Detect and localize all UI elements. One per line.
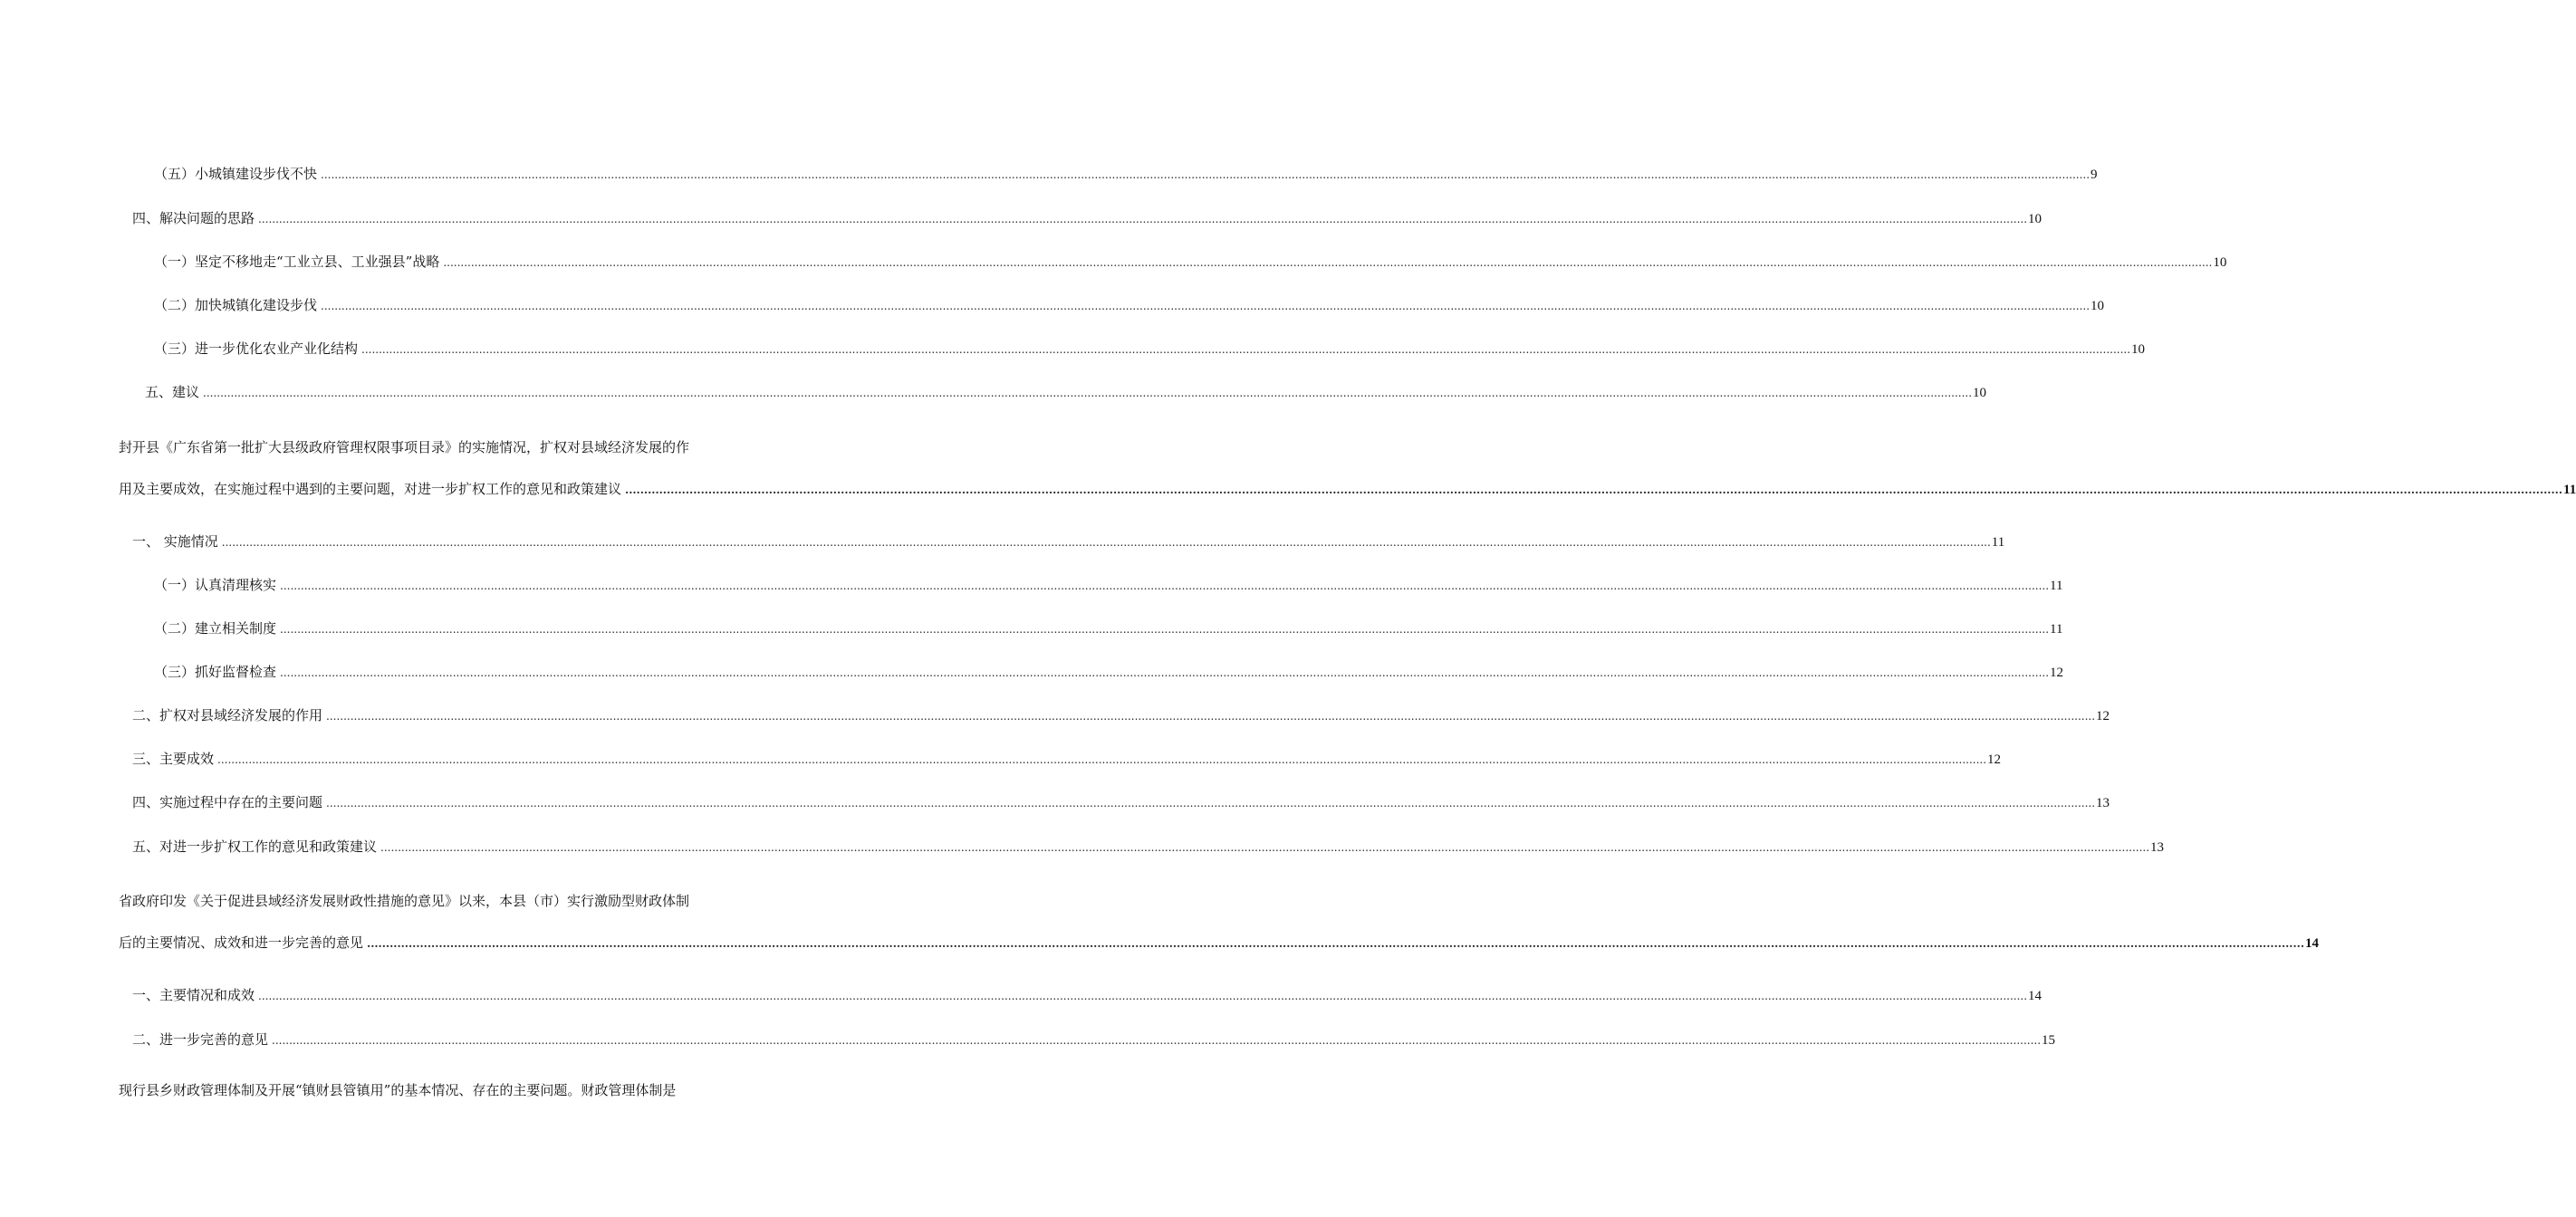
toc-entry-title: 二、进一步完善的意见 bbox=[132, 1031, 269, 1048]
toc-entry-title: 五、建议 bbox=[145, 384, 200, 400]
toc-entry-title: （一）认真清理核实 bbox=[154, 577, 277, 593]
toc-leader-dots bbox=[326, 792, 2095, 814]
toc-entry-title: 二、扩权对县域经济发展的作用 bbox=[132, 707, 323, 723]
toc-leader-dots bbox=[443, 252, 2212, 273]
toc-entry-title: （二）建立相关制度 bbox=[154, 620, 277, 637]
toc-leader-dots bbox=[625, 479, 2562, 501]
toc-leader-dots bbox=[326, 705, 2095, 727]
toc-entry-title: 一、主要情况和成效 bbox=[132, 987, 255, 1003]
toc-entry[interactable] bbox=[0, 1029, 2056, 1050]
toc-leader-dots bbox=[258, 208, 2027, 230]
toc-leader-dots bbox=[222, 532, 1991, 553]
toc-leader-dots bbox=[367, 933, 2304, 954]
toc-entry[interactable] bbox=[0, 704, 2110, 726]
toc-entry-title: 一、 实施情况 bbox=[132, 533, 218, 550]
toc-entry[interactable] bbox=[0, 207, 2043, 229]
toc-entry-title: （二）加快城镇化建设步伐 bbox=[154, 297, 318, 313]
toc-entry-title: 五、对进一步扩权工作的意见和政策建议 bbox=[132, 838, 378, 855]
toc-page-number: 9 bbox=[2091, 168, 2098, 182]
toc-page-number: 11 bbox=[2563, 483, 2576, 497]
toc-entry[interactable] bbox=[0, 791, 2110, 813]
toc-entry[interactable] bbox=[0, 984, 2043, 1006]
toc-entry[interactable] bbox=[0, 661, 2064, 683]
toc-section-heading[interactable] bbox=[119, 890, 2320, 954]
toc-entry-title: （三）抓好监督检查 bbox=[154, 664, 277, 680]
toc-entry[interactable] bbox=[0, 294, 2105, 316]
toc-page-number: 12 bbox=[2096, 709, 2110, 723]
toc-leader-dots bbox=[203, 382, 1972, 404]
toc-heading-line: 省政府印发《关于促进县域经济发展财政性措施的意见》以来，本县（市）实行激励型财政体制 bbox=[119, 893, 690, 909]
toc-leader-dots bbox=[321, 164, 2090, 186]
toc-page-number: 10 bbox=[2131, 342, 2146, 357]
toc-heading-line: 现行县乡财政管理体制及开展“镇财县管镇用”的基本情况、存在的主要问题。财政管理体制是 bbox=[119, 1082, 677, 1098]
toc-page-number: 10 bbox=[2213, 255, 2227, 270]
toc-leader-dots bbox=[380, 837, 2149, 858]
toc-entry-title: （三）进一步优化农业产业化结构 bbox=[154, 340, 359, 357]
toc-leader-dots bbox=[217, 749, 1986, 771]
toc-entry[interactable] bbox=[0, 251, 2227, 273]
toc-page-number: 10 bbox=[2028, 212, 2043, 226]
toc-entry-title: 四、解决问题的思路 bbox=[132, 210, 255, 226]
toc-entry-title: （一）坚定不移地走“工业立县、工业强县”战略 bbox=[154, 254, 440, 270]
toc-page-number: 10 bbox=[2091, 299, 2105, 313]
toc-entry-title: 三、主要成效 bbox=[132, 751, 215, 767]
toc-entry[interactable] bbox=[0, 618, 2063, 639]
toc-page-number: 13 bbox=[2150, 840, 2165, 855]
toc-leader-dots bbox=[272, 1030, 2041, 1051]
toc-entry[interactable] bbox=[0, 381, 1987, 403]
toc-page-number: 11 bbox=[2050, 622, 2063, 637]
toc-section-heading[interactable] bbox=[119, 1079, 758, 1101]
toc-page-number: 14 bbox=[2305, 936, 2320, 951]
toc-page-number: 11 bbox=[1991, 535, 2005, 550]
toc-entry-title: （五）小城镇建设步伐不快 bbox=[154, 166, 318, 182]
toc-entry[interactable] bbox=[0, 748, 2002, 770]
toc-leader-dots bbox=[280, 575, 2049, 597]
toc-page-number: 14 bbox=[2028, 989, 2043, 1003]
toc-page-number: 15 bbox=[2042, 1033, 2056, 1048]
toc-entry-title: 四、实施过程中存在的主要问题 bbox=[132, 794, 323, 810]
toc-page-number: 12 bbox=[2050, 666, 2064, 680]
toc-leader-dots bbox=[321, 295, 2090, 317]
toc-page-number: 13 bbox=[2096, 796, 2110, 810]
toc-leader-dots bbox=[280, 662, 2049, 684]
toc-heading-line: 后的主要情况、成效和进一步完善的意见 bbox=[119, 934, 364, 951]
toc-page-number: 10 bbox=[1973, 386, 1987, 400]
toc-page-number: 12 bbox=[1987, 752, 2002, 767]
toc-leader-dots bbox=[258, 985, 2027, 1007]
toc-heading-line: 用及主要成效，在实施过程中遇到的主要问题，对进一步扩权工作的意见和政策建议 bbox=[119, 481, 622, 497]
toc-page-number: 11 bbox=[2050, 579, 2063, 593]
toc-entry[interactable] bbox=[0, 163, 2098, 185]
toc-leader-dots bbox=[361, 339, 2130, 360]
toc-section-heading[interactable] bbox=[119, 436, 2576, 501]
toc-entry[interactable] bbox=[0, 338, 2146, 359]
toc-entry[interactable] bbox=[0, 531, 2005, 552]
toc-heading-line: 封开县《广东省第一批扩大县级政府管理权限事项目录》的实施情况，扩权对县域经济发展的作 bbox=[119, 439, 690, 455]
toc-entry[interactable] bbox=[0, 574, 2063, 596]
toc-entry[interactable] bbox=[0, 836, 2165, 858]
toc-leader-dots bbox=[280, 618, 2049, 640]
